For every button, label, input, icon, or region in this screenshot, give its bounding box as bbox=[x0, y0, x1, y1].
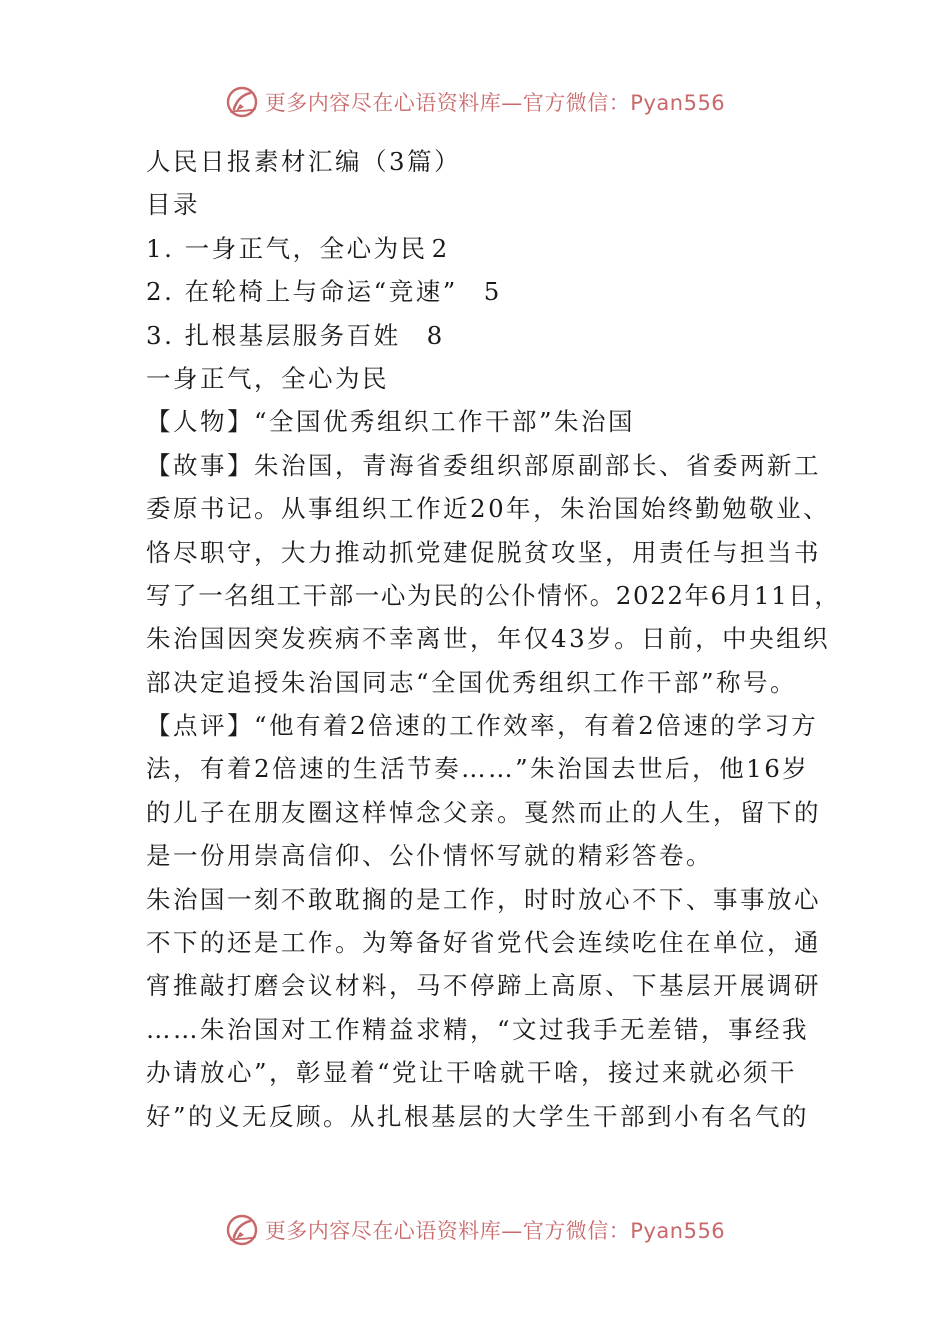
document-title: 人民日报素材汇编（3篇） bbox=[146, 147, 462, 176]
toc-entry bbox=[146, 227, 816, 270]
paragraph-line: 部决定追授朱治国同志“全国优秀组织工作干部”称号。 bbox=[146, 667, 798, 697]
watermark-text: 更多内容尽在心语资料库—官方微信：Pyan556 bbox=[264, 1219, 726, 1243]
paragraph-line: 【点评】“他有着2倍速的工作效率，有着2倍速的学习方 bbox=[146, 711, 819, 741]
paragraph-line: 【故事】朱治国，青海省委组织部原副部长、省委两新工 bbox=[146, 450, 821, 480]
paragraph-line: 朱治国因突发疾病不幸离世，年仅43岁。日前，中央组织 bbox=[146, 624, 831, 654]
toc-entry-page: 5 bbox=[483, 277, 502, 307]
watermark-banner-top bbox=[0, 82, 950, 122]
watermark-text: 更多内容尽在心语资料库—官方微信：Pyan556 bbox=[264, 91, 726, 115]
section-title: 一身正气，全心为民 bbox=[146, 363, 389, 393]
toc-entry-label: 3. 扎根基层服务百姓 bbox=[146, 320, 401, 350]
toc-entry bbox=[146, 314, 816, 357]
paragraph-line: 【人物】“全国优秀组织工作干部”朱治国 bbox=[146, 407, 636, 437]
paragraph-line: 朱治国一刻不敢耽搁的是工作，时时放心不下、事事放心 bbox=[146, 884, 821, 914]
document-body bbox=[146, 140, 841, 1138]
paragraph-line: 委原书记。从事组织工作近20年，朱治国始终勤勉敬业、 bbox=[146, 494, 831, 524]
paragraph-line: 好”的义无反顾。从扎根基层的大学生干部到小有名气的 bbox=[146, 1101, 810, 1131]
paragraph-line: ……朱治国对工作精益求精，“文过我手无差错，事经我 bbox=[146, 1014, 810, 1044]
toc-entry-page: 8 bbox=[426, 320, 445, 350]
paragraph-line: 是一份用崇高信仰、公仆情怀写就的精彩答卷。 bbox=[146, 841, 713, 871]
paragraph-line: 的儿子在朋友圈这样悼念父亲。戛然而止的人生，留下的 bbox=[146, 797, 821, 827]
toc-entry-page: 2 bbox=[431, 233, 450, 263]
toc-entry bbox=[146, 270, 816, 313]
paragraph-line: 写了一名组工干部一心为民的公仆情怀。2022年6月11日， bbox=[146, 580, 841, 610]
paragraph-line: 不下的还是工作。为筹备好省党代会连续吃住在单位，通 bbox=[146, 928, 821, 958]
toc-entry-label: 2. 在轮椅上与命运“竞速” bbox=[146, 277, 458, 307]
toc-heading: 目录 bbox=[146, 190, 200, 220]
paragraph-line: 宵推敲打磨会议材料，马不停蹄上高原、下基层开展调研 bbox=[146, 971, 821, 1001]
watermark-banner-bottom bbox=[0, 1210, 950, 1250]
paragraph-line: 办请放心”，彰显着“党让干啥就干啥，接过来就必须干 bbox=[146, 1058, 798, 1088]
paragraph-line: 法，有着2倍速的生活节奏……”朱治国去世后，他16岁 bbox=[146, 754, 810, 784]
paragraph-line: 恪尽职守，大力推动抓党建促脱贫攻坚，用责任与担当书 bbox=[146, 537, 821, 567]
pen-signature-icon bbox=[225, 1213, 259, 1247]
pen-signature-icon bbox=[225, 85, 259, 119]
toc-entry-label: 1. 一身正气，全心为民 bbox=[146, 233, 428, 263]
